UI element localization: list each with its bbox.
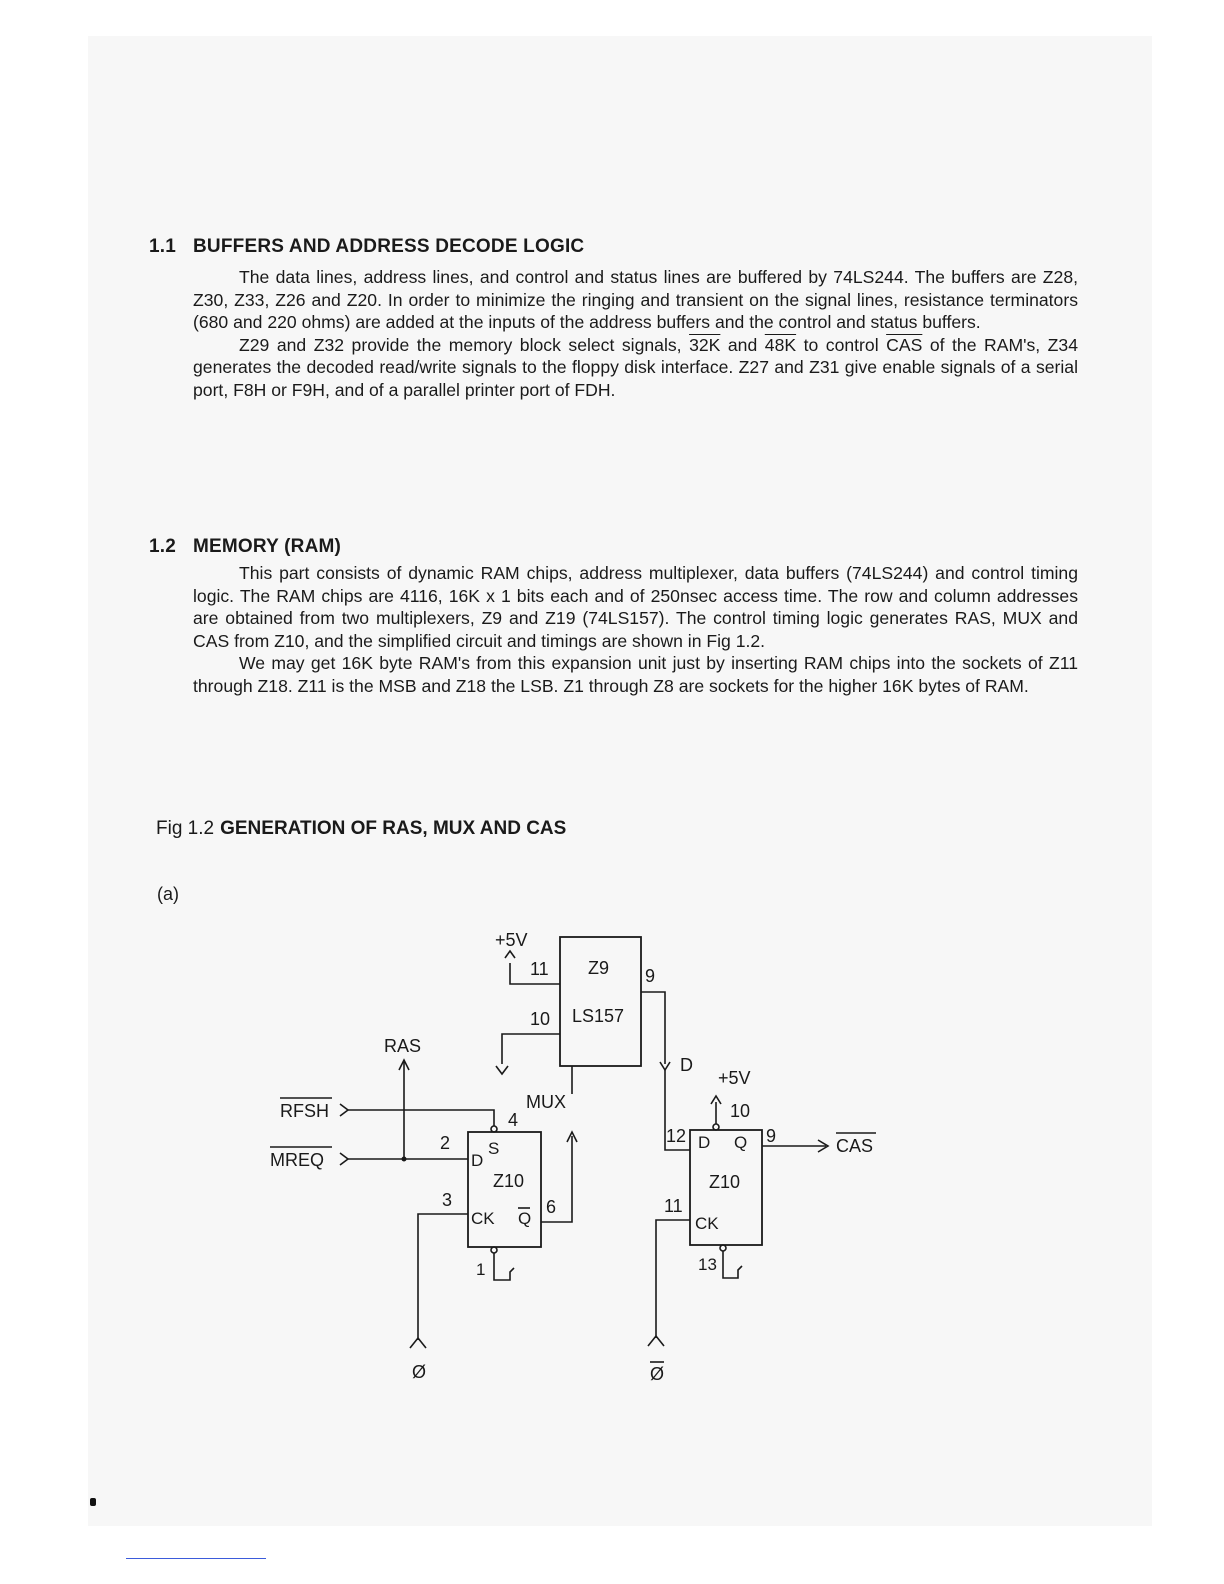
junction-dot <box>402 1157 407 1162</box>
signal-32k: 32K <box>689 334 721 355</box>
ff2-name: Z10 <box>709 1172 741 1192</box>
phi-label: Ø <box>412 1362 427 1382</box>
clock-wire-2 <box>656 1220 690 1338</box>
z9-pin9-label: 9 <box>645 966 656 986</box>
signal-cas: $\overline{CAS}$ <box>886 334 923 355</box>
ff2-vcc-label: +5V <box>718 1068 751 1088</box>
z9-vcc-label: +5V <box>495 930 528 950</box>
underline-artifact <box>126 1558 266 1559</box>
clock-wire-1 <box>418 1214 468 1340</box>
ras-label: RAS <box>384 1036 422 1056</box>
figure-number: Fig 1.2 <box>156 818 215 839</box>
paragraph: We may get 16K byte RAM's from this expansion unit just by inserting RAM chips into the sockets of Z11 through Z18. Z11 is the MSB and Z18 the LSB. Z1 through Z8 are sockets for the higher 16K bytes of RAM. <box>193 653 1078 696</box>
ground-arrow <box>496 1066 508 1074</box>
cas-label: CAS <box>836 1136 874 1156</box>
ff1-s-label: S <box>488 1139 500 1158</box>
rfsh-connector <box>340 1104 348 1116</box>
z9-pin11-label: 11 <box>530 959 549 979</box>
mreq-label: MREQ <box>270 1150 324 1170</box>
d-label: D <box>680 1055 693 1075</box>
ff1-qbar-label: Q <box>518 1209 532 1228</box>
pin1-pullup <box>494 1253 514 1280</box>
section-number: 1.1 <box>149 236 177 257</box>
ff2-pin13-label: 13 <box>698 1255 717 1274</box>
mux-label: MUX <box>526 1092 566 1112</box>
figure-title: GENERATION OF RAS, MUX AND CAS <box>220 818 567 839</box>
ff1-ck-label: CK <box>471 1209 495 1228</box>
z9-vcc-arrow <box>505 951 515 958</box>
ff2-pin9-label: 9 <box>766 1126 777 1146</box>
section-title: BUFFERS AND ADDRESS DECODE LOGIC <box>193 236 585 257</box>
text-run: Z29 and Z32 provide the memory block select signals, <box>239 334 690 355</box>
ff1-pin3-label: 3 <box>442 1190 453 1210</box>
text-run: and <box>720 334 765 355</box>
section-number: 1.2 <box>149 536 177 557</box>
rfsh-label: RFSH <box>280 1101 329 1121</box>
ff2-clr-bubble <box>720 1245 726 1251</box>
paragraph: The data lines, address lines, and control and status lines are buffered by 74LS244. The buffers are Z28, Z30, Z33, Z26 and Z20. In order to minimize the ringing and transient on the signal lines, resistance terminators (680 and 220 ohms) are added at the inputs of the address buffers and the control and status buffers. <box>193 267 1078 332</box>
paragraph: This part consists of dynamic RAM chips, address multiplexer, data buffers (74LS244) and control timing logic. The RAM chips are 4116, 16K x 1 bits each and of 250nsec access time. The row and column addresses are obtained from two multiplexers, Z9 and Z19 (74LS157). The control timing logic generates RAS, MUX and CAS from Z10, and the simplified circuit and timings are shown in Fig 1.2. <box>193 563 1078 651</box>
z9-pin10-label: 10 <box>530 1009 551 1029</box>
ff2-q-label: Q <box>734 1133 748 1152</box>
pin13-pullup <box>723 1251 742 1278</box>
rfsh-wire <box>348 1110 494 1126</box>
text-run: of the RAM's, Z34 generates the decoded read/write signals to the floppy disk interface. Z27 and Z31 give enable signals of a serial port, F8H or F9H, and of a parallel printer port of FDH. <box>193 334 1078 400</box>
ff1-pin2-label: 2 <box>440 1133 451 1153</box>
ff2-pin11-label: 11 <box>664 1196 683 1216</box>
ff1-d-label: D <box>471 1151 484 1170</box>
ff2-ck-label: CK <box>695 1214 719 1233</box>
ff1-pin4-label: 4 <box>508 1110 519 1130</box>
ff2-set-bubble <box>713 1124 719 1130</box>
mreq-connector <box>340 1153 348 1165</box>
z9-chip <box>560 937 641 1066</box>
text-run: to control <box>796 334 887 355</box>
ff1-pin6-label: 6 <box>546 1197 557 1217</box>
signal-48k: 48K <box>764 334 797 355</box>
ff1-pin1-label: 1 <box>476 1260 486 1279</box>
z9-part-label: LS157 <box>572 1006 625 1026</box>
figure-sublabel: (a) <box>157 884 179 904</box>
z9-name: Z9 <box>588 958 610 978</box>
scan-mark <box>90 1498 96 1506</box>
ff2-pin12-label: 12 <box>666 1126 687 1146</box>
ff1-name: Z10 <box>493 1171 525 1191</box>
clr-inversion-bubble <box>491 1247 497 1253</box>
phi-bar-label: Ø <box>650 1364 665 1384</box>
z9-output-wire <box>641 992 665 1064</box>
section-title: MEMORY (RAM) <box>193 536 342 557</box>
s-inversion-bubble <box>491 1126 497 1132</box>
z9-pin10-wire <box>502 1034 560 1064</box>
ff2-d-label: D <box>698 1133 711 1152</box>
ff2-pin10-label: 10 <box>730 1101 751 1121</box>
